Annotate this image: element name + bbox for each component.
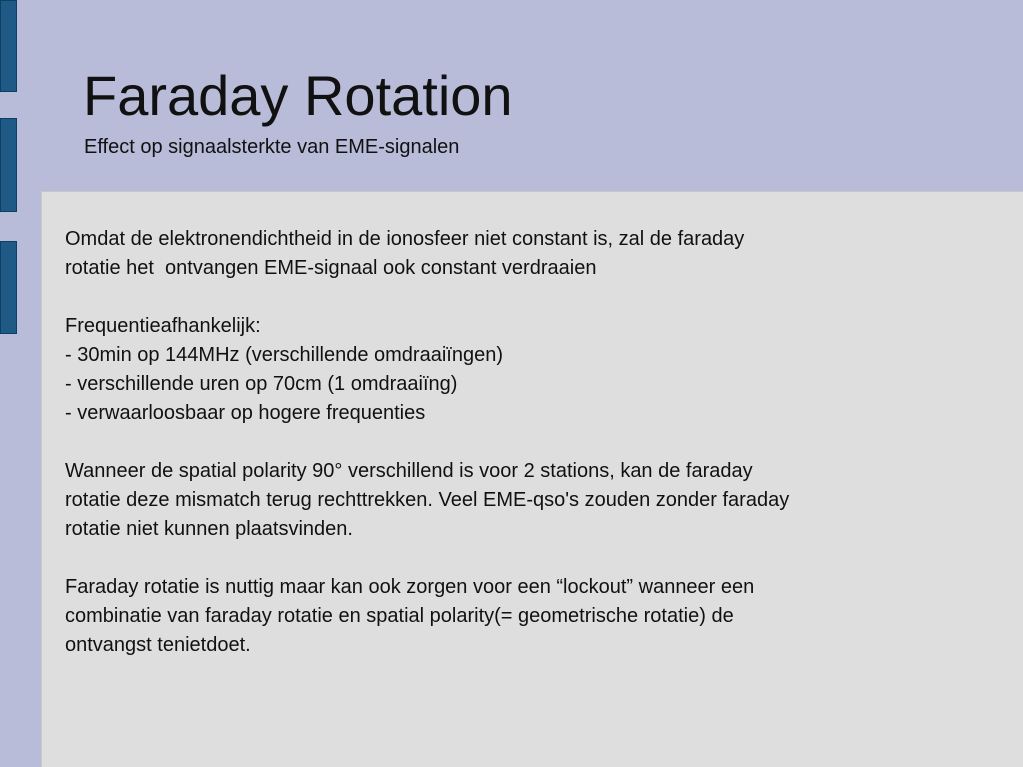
slide-subtitle: Effect op signaalsterkte van EME-signalen	[84, 136, 460, 158]
paragraph-lockout	[65, 573, 965, 660]
accent-bar-bottom	[0, 241, 17, 334]
paragraph-frequency	[65, 312, 965, 428]
content-text	[65, 225, 965, 689]
text-line: Omdat de elektronendichtheid in de ionosfeer niet constant is, zal de faraday	[65, 228, 745, 250]
paragraph-ionosphere	[65, 225, 965, 283]
paragraph-polarity	[65, 457, 965, 544]
accent-bar-middle	[0, 118, 17, 212]
text-line: rotatie het ontvangen EME-signaal ook constant verdraaien	[65, 257, 597, 279]
text-line: ontvangst tenietdoet.	[65, 634, 251, 656]
text-line: combinatie van faraday rotatie en spatial polarity(= geometrische rotatie) de	[65, 605, 734, 627]
accent-bar-top	[0, 0, 17, 92]
content-panel	[41, 191, 1023, 767]
list-item: - verwaarloosbaar op hogere frequenties	[65, 402, 426, 424]
text-line: Faraday rotatie is nuttig maar kan ook zorgen voor een “lockout” wanneer een	[65, 576, 755, 598]
slide-title: Faraday Rotation	[83, 64, 513, 127]
text-line: Frequentieafhankelijk:	[65, 315, 261, 337]
text-line: rotatie niet kunnen plaatsvinden.	[65, 518, 353, 540]
list-item: - 30min op 144MHz (verschillende omdraaiïngen)	[65, 344, 503, 366]
text-line: Wanneer de spatial polarity 90° verschillend is voor 2 stations, kan de faraday	[65, 460, 753, 482]
text-line: rotatie deze mismatch terug rechttrekken. Veel EME-qso's zouden zonder faraday	[65, 489, 790, 511]
list-item: - verschillende uren op 70cm (1 omdraaiïng)	[65, 373, 458, 395]
